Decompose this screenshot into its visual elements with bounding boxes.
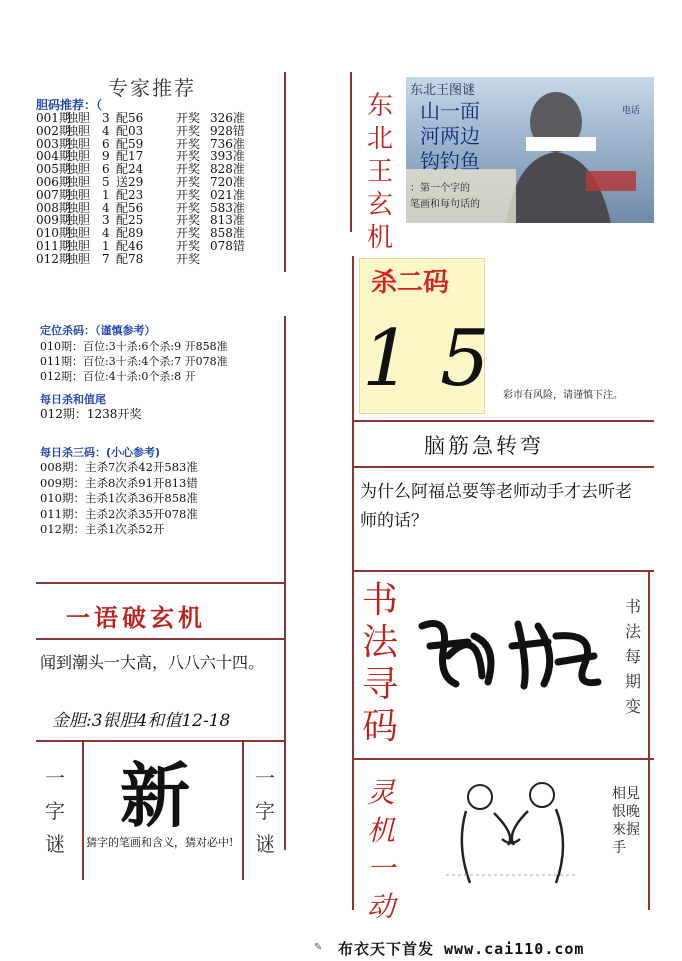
expert-cell: 配23 <box>116 187 144 202</box>
brain-teaser-question: 为什么阿福总要等老师动手才去听老师的话？ <box>360 482 632 531</box>
expert-cell: 独胆 <box>66 200 91 215</box>
rule <box>242 740 244 880</box>
kill2-digit-1: 1 <box>362 314 412 404</box>
expert-cell: 393准 <box>210 149 245 164</box>
expert-label: 胆码推荐：（ <box>36 98 103 112</box>
expert-cell: 010期 <box>36 226 71 241</box>
expert-cell: 配59 <box>116 136 144 151</box>
expert-cell: 326准 <box>210 111 245 125</box>
yizimi-side-char: 谜 <box>45 832 65 856</box>
position-row: 011期：百位:3十杀:4个杀:7 开078准 <box>40 355 228 368</box>
expert-cell: 6 <box>102 162 110 177</box>
vertical-char: 机 <box>366 223 393 253</box>
expert-cell: 004期 <box>36 149 71 164</box>
yizimi-side-char: 谜 <box>255 832 275 856</box>
expert-cell: 6 <box>102 136 110 151</box>
northeast-body <box>410 181 480 213</box>
expert-row <box>36 240 276 253</box>
brain-teaser-title: 脑筋急转弯 <box>424 434 544 458</box>
expert-cell: 4 <box>102 226 110 241</box>
expert-cell: 开奖 <box>176 200 201 215</box>
vertical-char: 法 <box>624 622 641 641</box>
expert-cell: 5 <box>102 174 110 189</box>
northeast-vertical-title <box>364 90 396 255</box>
expert-cell: 736准 <box>210 136 245 151</box>
kill3-row: 008期：主杀7次杀42开583准 <box>40 460 198 474</box>
vertical-char: 玄 <box>366 190 393 220</box>
rule <box>352 256 354 576</box>
kill2-digit-2: 5 <box>440 314 490 404</box>
expert-cell: 3 <box>102 111 110 125</box>
tail-label: 每日杀和值尾 <box>40 393 106 406</box>
kill3-label: 每日杀三码：(小心参考) <box>40 446 161 459</box>
tail-value: 012期：1238开奖 <box>40 407 142 421</box>
kill2-label: 杀二码 <box>371 268 450 298</box>
riddle-title: 一语破玄机 <box>66 603 206 632</box>
rule <box>350 72 352 232</box>
expert-cell: 9 <box>102 149 110 164</box>
expert-cell: 720准 <box>210 174 245 189</box>
vertical-char: 每 <box>624 647 641 666</box>
yizimi-hint: 猜字的笔画和含义，猜对必中! <box>86 836 234 849</box>
handshake-illustration <box>446 775 576 890</box>
expert-cell: 独胆 <box>66 136 91 151</box>
expert-cell: 开奖 <box>176 136 201 151</box>
expert-cell: 配03 <box>116 123 144 138</box>
expert-cell: 009期 <box>36 213 71 228</box>
expert-cell: 828准 <box>210 162 245 177</box>
expert-cell: 开奖 <box>176 174 201 189</box>
expert-cell: 开奖 <box>176 251 201 266</box>
calligraphy-side-text <box>622 594 644 719</box>
expert-cell: 独胆 <box>66 149 91 164</box>
rule <box>352 466 654 468</box>
expert-cell: 002期 <box>36 123 71 138</box>
expert-cell: 583准 <box>210 200 245 215</box>
rule <box>36 582 286 584</box>
rule <box>352 758 654 760</box>
kill3-row: 012期：主杀1次杀52开 <box>40 522 165 536</box>
vertical-char: 一 <box>366 852 395 885</box>
northeast-image-title: 东北王图谜 <box>410 83 476 98</box>
yizimi-side-char: 一 <box>255 766 275 790</box>
body-line: ：第一个字的 <box>410 183 470 194</box>
kill3-list <box>40 460 198 538</box>
expert-cell: 开奖 <box>176 123 201 138</box>
expert-cell: 001期 <box>36 111 71 125</box>
expert-cell: 012期 <box>36 251 71 266</box>
gold-text: 金胆:3银胆4和值12-18 <box>52 711 231 731</box>
yizimi-char: 新 <box>120 754 190 837</box>
expert-cell: 011期 <box>36 238 71 253</box>
kill3-row: 009期：主杀8次杀91开813错 <box>40 475 198 490</box>
calligraphy-artwork <box>408 606 608 696</box>
expert-row <box>36 189 276 202</box>
expert-cell: 独胆 <box>66 226 91 241</box>
rule <box>284 72 286 272</box>
expert-cell: 开奖 <box>176 238 201 253</box>
expert-cell: 858准 <box>210 226 245 241</box>
expert-list <box>36 112 276 266</box>
expert-cell: 送29 <box>116 174 144 189</box>
expert-cell: 独胆 <box>66 111 91 125</box>
expert-row <box>36 112 276 125</box>
expert-title: 专家推荐 <box>108 76 196 100</box>
expert-cell: 7 <box>102 251 110 266</box>
rule <box>648 570 650 910</box>
position-row: 010期：百位:3十杀:6个杀:9 开858准 <box>40 340 228 353</box>
expert-cell: 813准 <box>210 213 245 228</box>
poem-line: 钩钓鱼 <box>420 149 480 173</box>
kill3-row: 011期：主杀2次杀35开078准 <box>40 506 198 521</box>
rule <box>36 638 286 640</box>
expert-cell: 008期 <box>36 200 71 215</box>
expert-cell: 开奖 <box>176 162 201 177</box>
expert-cell: 独胆 <box>66 187 91 202</box>
expert-cell: 3 <box>102 213 110 228</box>
rule <box>82 740 84 880</box>
vertical-char: 动 <box>366 890 395 923</box>
expert-cell: 开奖 <box>176 226 201 241</box>
lingji-side-text: 相見恨晚來握手 <box>612 786 640 856</box>
position-label: 定位杀码：（谨慎参考） <box>40 324 156 337</box>
expert-row <box>36 253 276 266</box>
vertical-char: 书 <box>361 580 398 621</box>
vertical-char: 寻 <box>361 664 398 705</box>
northeast-riddle-image <box>406 77 654 223</box>
expert-cell: 078错 <box>210 238 245 253</box>
lingji-vertical-title <box>366 774 396 926</box>
expert-cell: 配56 <box>116 111 144 125</box>
yizimi-side-char: 字 <box>45 799 65 823</box>
expert-cell: 开奖 <box>176 149 201 164</box>
expert-cell: 4 <box>102 200 110 215</box>
expert-cell: 006期 <box>36 174 71 189</box>
expert-cell: 独胆 <box>66 123 91 138</box>
expert-cell: 配46 <box>116 238 144 253</box>
yizimi-side-right <box>254 762 276 861</box>
rule <box>352 570 654 572</box>
vertical-char: 机 <box>366 814 395 847</box>
vertical-char: 王 <box>366 157 393 187</box>
expert-cell: 1 <box>102 187 110 202</box>
expert-cell: 928错 <box>210 123 245 138</box>
expert-cell: 配17 <box>116 149 144 164</box>
riddle-text: 闻到潮头一大高，八八六十四。 <box>40 653 265 672</box>
position-row: 012期：百位:4十杀:0个杀:8 开 <box>40 370 196 383</box>
risk-notice: 彩市有风险，请谨慎下注。 <box>503 390 623 401</box>
footer-site: 布衣天下首发 www.cai110.com <box>338 940 585 958</box>
expert-cell <box>210 253 270 266</box>
expert-cell: 独胆 <box>66 238 91 253</box>
position-list <box>40 339 228 384</box>
northeast-poem <box>420 99 480 174</box>
expert-cell: 独胆 <box>66 162 91 177</box>
calligraphy-vertical-title <box>360 580 400 748</box>
vertical-char: 法 <box>361 622 398 663</box>
expert-cell: 独胆 <box>66 174 91 189</box>
vertical-char: 灵 <box>366 776 395 809</box>
footer-mark-icon: ✎ <box>314 942 323 953</box>
poem-line: 山一面 <box>420 99 480 123</box>
expert-cell: 独胆 <box>66 213 91 228</box>
vertical-char: 北 <box>366 124 393 154</box>
vertical-char: 东 <box>366 91 393 121</box>
rule <box>352 420 654 422</box>
expert-cell: 配24 <box>116 162 144 177</box>
expert-cell: 开奖 <box>176 111 201 125</box>
expert-cell: 1 <box>102 238 110 253</box>
expert-cell: 独胆 <box>66 251 91 266</box>
expert-cell: 开奖 <box>176 187 201 202</box>
expert-cell: 配89 <box>116 226 144 241</box>
vertical-char: 码 <box>361 706 398 747</box>
expert-cell: 配56 <box>116 200 144 215</box>
kill3-row: 010期：主杀1次杀36开858准 <box>40 491 198 505</box>
expert-row <box>36 125 276 138</box>
expert-cell: 021准 <box>210 187 245 202</box>
expert-cell: 配25 <box>116 213 144 228</box>
expert-cell: 配78 <box>116 251 144 266</box>
vertical-char: 书 <box>624 597 641 616</box>
vertical-char: 期 <box>624 672 641 691</box>
expert-cell: 开奖 <box>176 213 201 228</box>
expert-cell: 003期 <box>36 136 71 151</box>
expert-row <box>36 176 276 189</box>
northeast-phone-label: 电话 <box>622 106 641 116</box>
expert-cell: 4 <box>102 123 110 138</box>
rule <box>352 548 354 910</box>
expert-cell: 005期 <box>36 162 71 177</box>
expert-cell: 007期 <box>36 187 71 202</box>
yizimi-side-char: 一 <box>45 766 65 790</box>
body-line: 笔画和每句话的 <box>410 199 480 210</box>
yizimi-side-left <box>44 762 66 861</box>
vertical-char: 变 <box>624 697 641 716</box>
yizimi-side-char: 字 <box>255 799 275 823</box>
poem-line: 河两边 <box>420 124 480 148</box>
